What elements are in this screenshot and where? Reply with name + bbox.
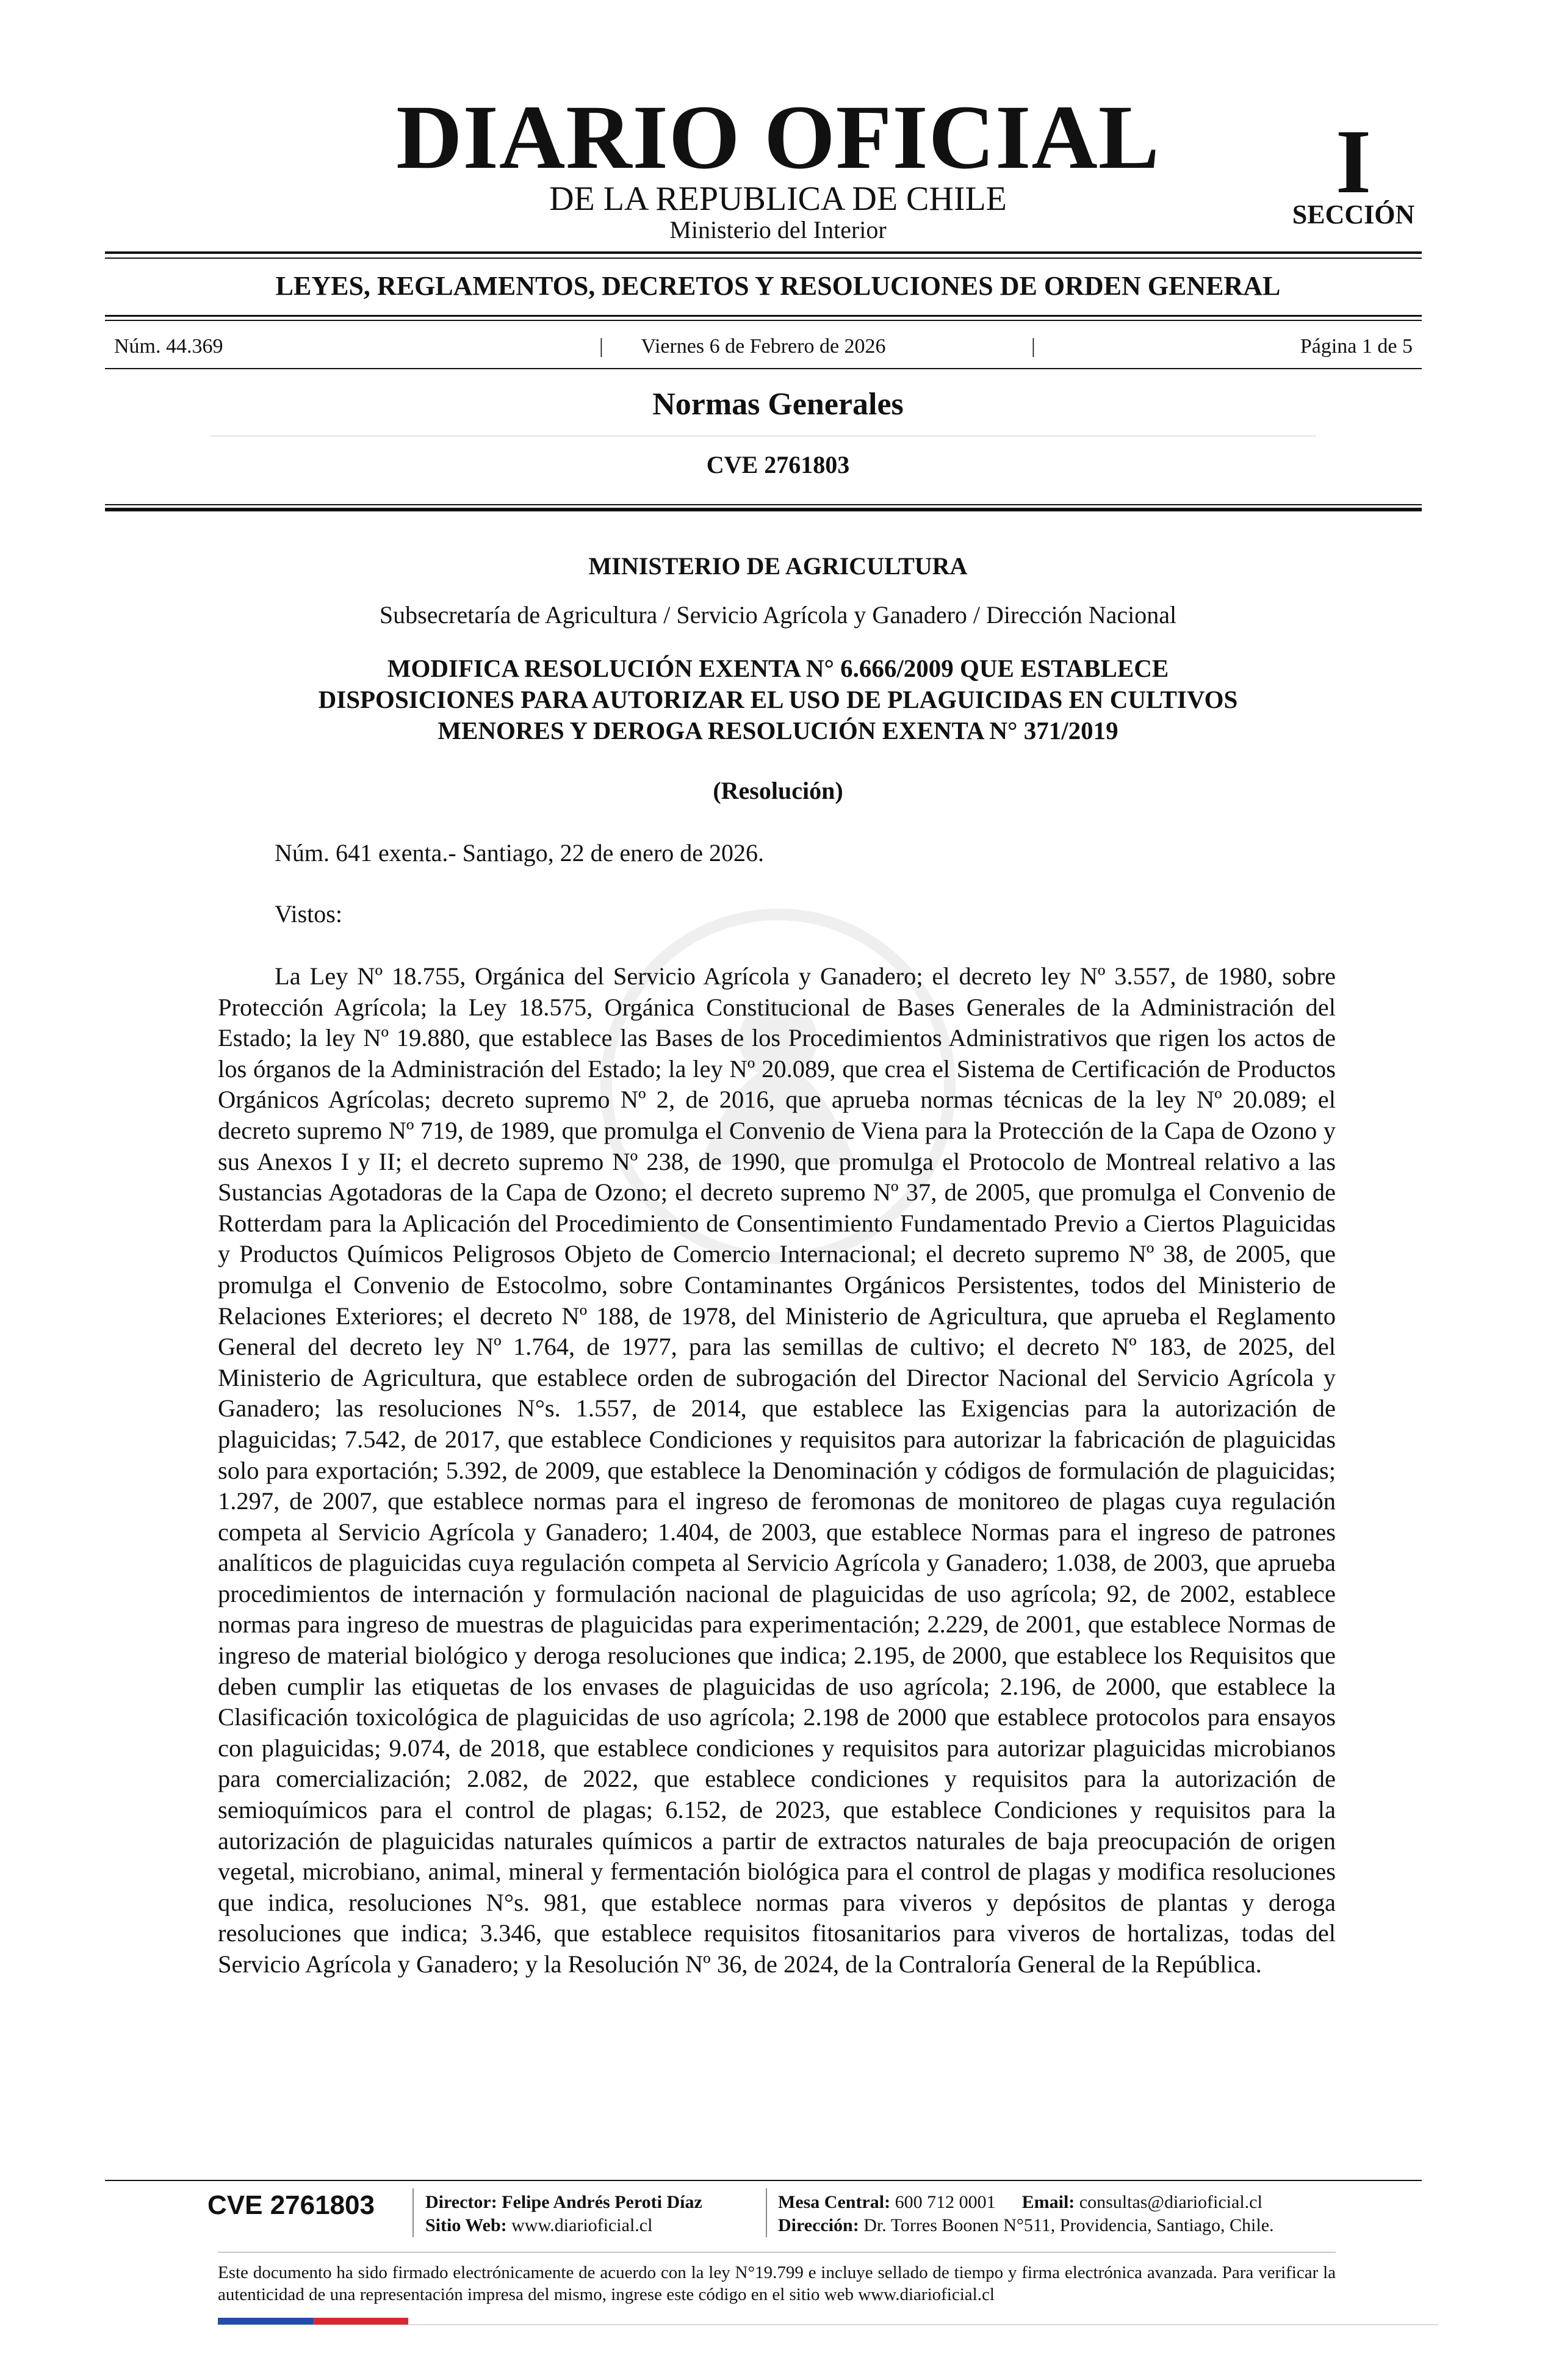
headline-rule-bottom [105,320,1422,321]
email-label: Email: [1021,2192,1075,2212]
masthead-rule-thick [105,251,1422,254]
issue-number: Núm. 44.369 [114,335,223,358]
signature-note: Este documento ha sido firmado electrónicamente de acuerdo con la ley N°19.799 e incluye sellado de tiempo y firma electrónica avanzada. Para verificar la autenticidad de una representación impresa del mismo, ingrese este código en el sitio web www.diarioficial.cl [218,2263,1336,2304]
director-label: Director: [425,2192,497,2212]
footer-website [425,2214,652,2237]
info-rule [105,368,1422,369]
section-headline: LEYES, REGLAMENTOS, DECRETOS Y RESOLUCIONES DE ORDEN GENERAL [275,271,1281,301]
issue-date: Viernes 6 de Febrero de 2026 [641,335,886,358]
footer-cve-code: CVE 2761803 [207,2190,375,2220]
issuing-office: Subsecretaría de Agricultura / Servicio Agrícola y Ganadero / Dirección Nacional [379,601,1177,629]
resolution-title-line: MODIFICA RESOLUCIÓN EXENTA N° 6.666/2009 QUE ESTABLECE [387,654,1169,682]
resolution-title-line: MENORES Y DEROGA RESOLUCIÓN EXENTA N° 371/2019 [438,716,1118,745]
vistos-body: La Ley Nº 18.755, Orgánica del Servicio Agrícola y Ganadero; el decreto ley Nº 3.557, de 1980, sobre Protección Agrícola; la Ley 18.575, Orgánica Constitucional de Bases Generales de la Administración del Estado; la ley Nº 19.880, que establece las Bases de los Procedimientos Administrativos que rigen los actos de los órganos de la Administración del Estado; la ley Nº 20.089, que crea el Sistema de Certificación de Productos Orgánicos Agrícolas; decreto supremo Nº 2, de 2016, que aprueba normas técnicas de la ley Nº 20.089; el decreto supremo Nº 719, de 1989, que promulga el Convenio de Viena para la Protección de la Capa de Ozono y sus Anexos I y II; el decreto supremo Nº 238, de 1990, que promulga el Protocolo de Montreal relativo a las Sustancias Agotadoras de la Capa de Ozono; el decreto supremo Nº 37, de 2005, que promulga el Convenio de Rotterdam para la Aplicación del Procedimiento de Consentimiento Fundamentado Previo a Ciertos Plaguicidas y Productos Químicos Peligrosos Objeto de Comercio Internacional; el decreto supremo Nº 38, de 2005, que promulga el Convenio de Estocolmo, sobre Contaminantes Orgánicos Persistentes, todos del Ministerio de Relaciones Exteriores; el decreto Nº 188, de 1978, del Ministerio de Agricultura, que aprueba el Reglamento General del decreto ley Nº 1.764, de 1977, para las semillas de cultivo; el decreto Nº 183, de 2025, del Ministerio de Agricultura, que establece orden de subrogación del Director Nacional del Servicio Agrícola y Ganadero; las resoluciones N°s. 1.557, de 2014, que establece las Exigencias para la autorización de plaguicidas; 7.542, de 2017, que establece Condiciones y requisitos para autorizar la fabricación de plaguicidas solo para exportación; 5.392, de 2009, que establece la Denominación y códigos de formulación de plaguicidas; 1.297, de 2007, que establece normas para el ingreso de feromonas de monitoreo de plagas cuya regulación competa al Servicio Agrícola y Ganadero; 1.404, de 2003, que establece Normas para el ingreso de patrones analíticos de plaguicidas cuya regulación competa al Servicio Agrícola y Ganadero; 1.038, de 2003, que aprueba procedimientos de internación y formulación nacional de plaguicidas de uso agrícola; 92, de 2002, establece normas para ingreso de muestras de plaguicidas para experimentación; 2.229, de 2001, que establece Normas de ingreso de material biológico y deroga resoluciones que indica; 2.195, de 2000, que establece los Requisitos que deben cumplir las etiquetas de los envases de plaguicidas de uso agrícola; 2.196, de 2000, que establece la Clasificación toxicológica de plaguicidas de uso agrícola; 2.198 de 2000 que establece protocolos para ensayos con plaguicidas; 9.074, de 2018, que establece condiciones y requisitos para autorizar plaguicidas microbianos para comercialización; 2.082, de 2022, que establece condiciones y requisitos para la autorización de semioquímicos para el control de plagas; 6.152, de 2023, que establece Condiciones y requisitos para la autorización de plaguicidas naturales químicos a partir de extractos naturales de baja preocupación de origen vegetal, microbiano, animal, mineral y fermentación biológica para el control de plagas y modifica resoluciones que indica, resoluciones N°s. 981, que establece normas para viveros y depósitos de plantas y deroga resoluciones que indica; 3.346, que establece requisitos fitosanitarios para viveros de hortalizas, todas del Servicio Agrícola y Ganadero; y la Resolución Nº 36, de 2024, de la Contraloría General de la República. [218,962,1336,1978]
masthead-subtitle: DE LA REPUBLICA DE CHILE [549,180,1007,218]
cve-rule-thick [105,508,1422,511]
resolution-title [0,653,1556,746]
email-link[interactable]: consultas@diarioficial.cl [1079,2192,1262,2212]
address-label: Dirección: [778,2215,859,2235]
category-heading: Normas Generales [652,387,904,422]
resolution-title-line: DISPOSICIONES PARA AUTORIZAR EL USO DE PLAGUICIDAS EN CULTIVOS [318,685,1238,713]
masthead-ministry: Ministerio del Interior [669,216,887,243]
footer-divider [412,2188,414,2237]
phone-label: Mesa Central: [778,2192,891,2212]
footer-divider [766,2188,767,2237]
footer-contact [778,2191,1262,2214]
section-numeral: I [1335,111,1372,212]
resolution-number-line: Núm. 641 exenta.- Santiago, 22 de enero de 2026. [275,839,765,867]
info-separator: | [1031,335,1036,358]
director-value: Felipe Andrés Peroti Díaz [502,2192,702,2212]
issuing-ministry: MINISTERIO DE AGRICULTURA [588,552,968,580]
headline-rule-top [105,315,1422,317]
document-type: (Resolución) [713,777,843,804]
cve-code: CVE 2761803 [706,451,850,478]
address-value: Dr. Torres Boonen N°511, Providencia, Santiago, Chile. [863,2215,1274,2235]
masthead-title: DIARIO OFICIAL [396,87,1160,188]
page-number: Página 1 de 5 [1300,335,1413,358]
masthead-rule-thin [105,258,1422,259]
footer-director [425,2191,702,2214]
info-separator: | [599,335,603,358]
issue-info-row [105,333,1422,360]
footer-address [778,2214,1274,2237]
cve-rule-thin [105,504,1422,505]
bottom-rule [218,2324,1438,2325]
website-link[interactable]: www.diarioficial.cl [511,2215,653,2235]
website-label: Sitio Web: [425,2215,507,2235]
vistos-label: Vistos: [275,900,342,928]
section-label: SECCIÓN [1292,200,1415,229]
phone-value: 600 712 0001 [895,2192,996,2212]
footer-rule [105,2180,1422,2181]
